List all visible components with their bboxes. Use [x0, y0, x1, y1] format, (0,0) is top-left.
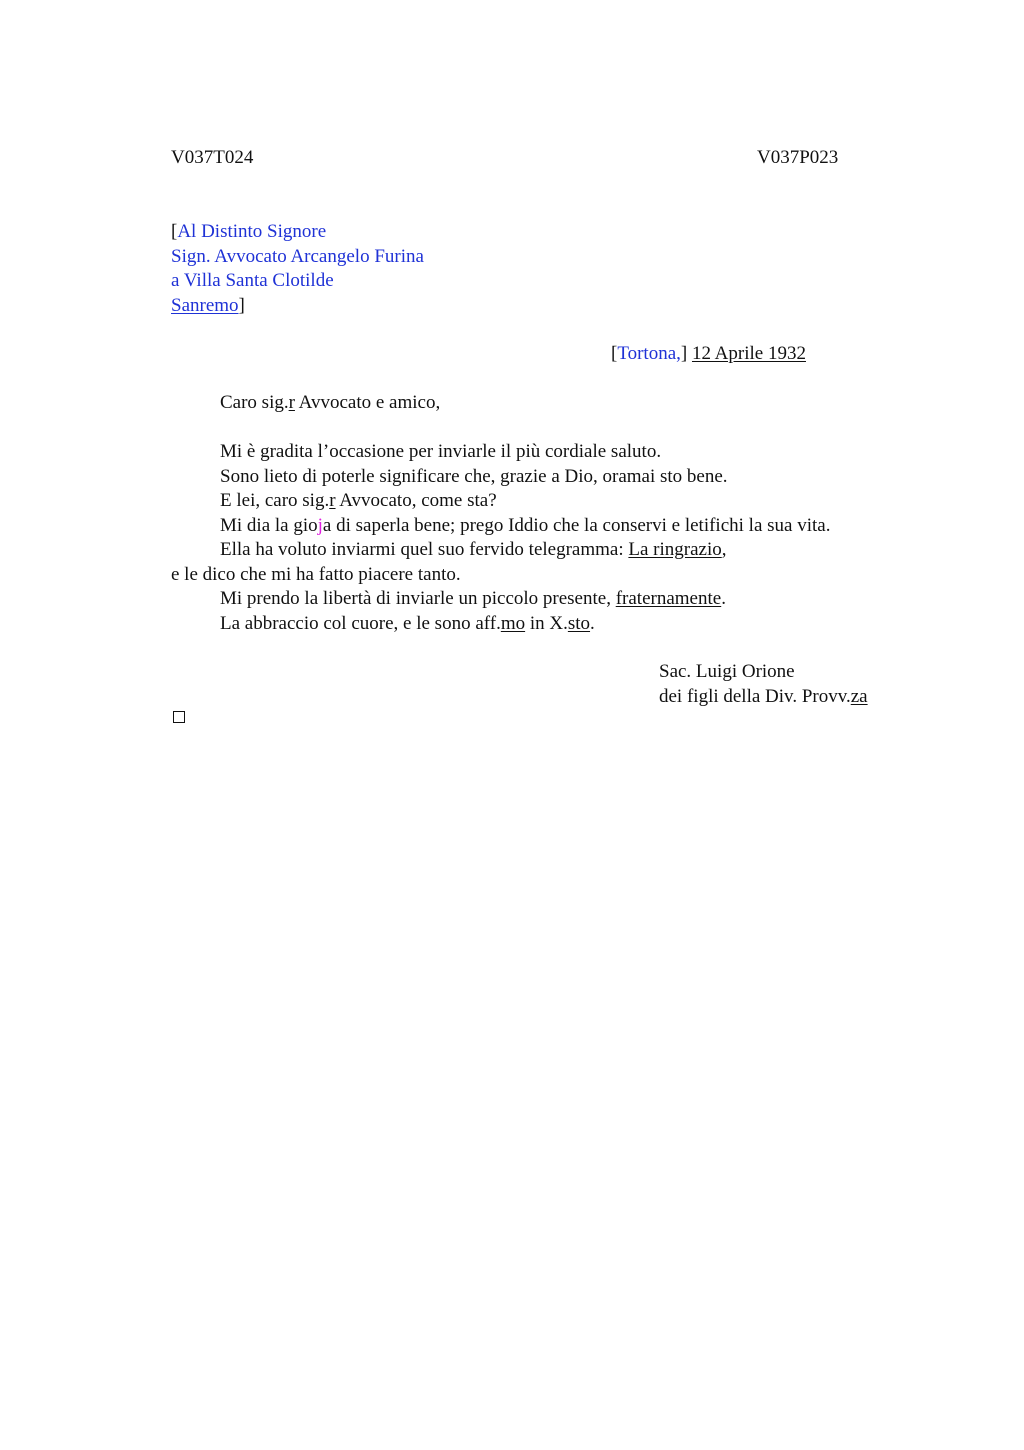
- salutation: [220, 391, 440, 416]
- body-paragraph-5-continuation: e le dico che mi ha fatto piacere tanto.: [171, 563, 461, 585]
- place-date-line: [611, 342, 806, 367]
- document-code-left: V037T024: [171, 147, 254, 168]
- p5-underlined: La ringrazio: [628, 539, 722, 560]
- letter-date: 12 Aprile 1932: [691, 343, 806, 364]
- letter-body: [171, 440, 830, 636]
- body-paragraph-7: [171, 612, 830, 637]
- address-block: [171, 220, 424, 318]
- p4-pre: Mi dia la gio: [220, 514, 318, 536]
- p6-post: .: [721, 588, 726, 609]
- address-line-1: [171, 220, 424, 245]
- salutation-abbr: r: [288, 392, 295, 413]
- document-code-right: V037P023: [757, 147, 839, 168]
- body-paragraph-4: [171, 514, 830, 539]
- p7-post: .: [590, 612, 595, 634]
- address-close-bracket: ]: [238, 294, 245, 316]
- p7-abbr-2: sto: [567, 612, 591, 634]
- p3-abbr: r: [329, 490, 336, 511]
- salutation-post: Avvocato e amico,: [294, 392, 441, 413]
- address-recipient-title: Al Distinto Signore: [177, 221, 327, 242]
- body-paragraph-2: Sono lieto di poterle significare che, grazie a Dio, oramai sto bene.: [220, 465, 728, 487]
- p7-abbr-1: mo: [500, 612, 526, 634]
- signature-title-abbr: za: [850, 685, 868, 707]
- address-line-3: a Villa Santa Clotilde: [171, 270, 334, 291]
- signature-block: [659, 660, 868, 709]
- p3-post: Avvocato, come sta?: [335, 490, 497, 511]
- p5-post: ,: [721, 539, 727, 560]
- body-paragraph-1: Mi è gradita l’occasione per inviarle il più cordiale saluto.: [220, 441, 662, 462]
- address-line-2: Sign. Avvocato Arcangelo Furina: [171, 245, 424, 267]
- signature-name: Sac. Luigi Orione: [659, 661, 795, 682]
- body-paragraph-5: [171, 538, 830, 563]
- p6-pre: Mi prendo la libertà di inviarle un piccolo presente,: [220, 588, 616, 609]
- p5-pre: Ella ha voluto inviarmi quel suo fervido telegramma:: [220, 539, 629, 560]
- p3-pre: E lei, caro sig.: [220, 490, 330, 511]
- place-close-bracket: ]: [680, 343, 688, 364]
- place-open-bracket: [: [611, 343, 618, 364]
- p4-post: a di saperla bene; prego Iddio che la conservi e letifichi la sua vita.: [322, 514, 831, 536]
- p6-underlined: fraternamente: [615, 588, 722, 609]
- body-paragraph-3: [171, 489, 830, 514]
- signature-title: [659, 685, 868, 710]
- square-outline-icon: [173, 711, 185, 723]
- address-line-4: [171, 294, 424, 319]
- place-name: Tortona,: [617, 343, 681, 364]
- p7-pre: La abbraccio col cuore, e le sono aff.: [220, 612, 501, 634]
- body-paragraph-6: [171, 587, 830, 612]
- p7-mid: in X.: [525, 612, 568, 634]
- signature-title-pre: dei figli della Div. Provv.: [659, 685, 851, 707]
- address-open-bracket: [: [171, 221, 178, 242]
- salutation-pre: Caro sig.: [220, 392, 289, 413]
- p4-highlight-letter: j: [317, 514, 323, 536]
- address-city: Sanremo: [171, 294, 239, 316]
